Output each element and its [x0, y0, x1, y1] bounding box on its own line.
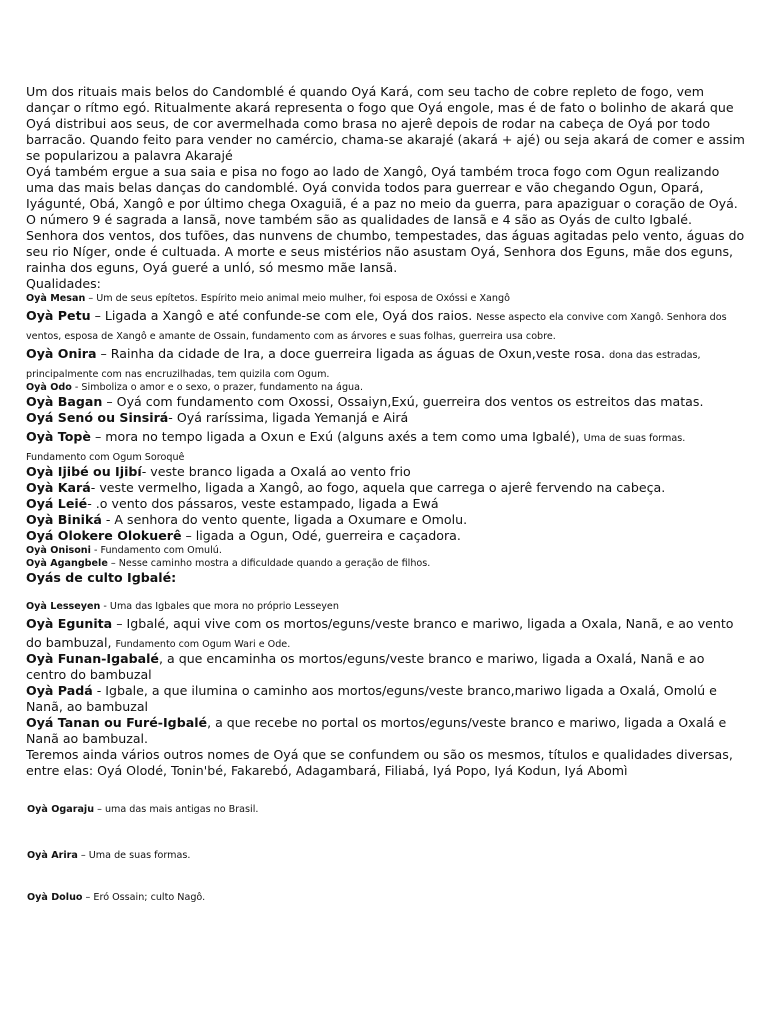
entry-arira: [27, 849, 190, 862]
igbale-heading: Oyás de culto Igbalé:: [26, 570, 177, 585]
entry-kara: [26, 480, 746, 496]
entry-text: – Nesse caminho mostra a dificuldade quando a geração de filhos.: [107, 558, 431, 569]
spacer: [26, 586, 746, 600]
entry-name: Oyá Senó ou Sinsirá: [26, 410, 169, 425]
entry-name: Oyà Egunita: [26, 616, 113, 631]
entry-note: Uma de suas formas. Fundamento com Ogum Soroquê: [26, 433, 686, 463]
entry-name: Oyà Ijibé ou Ijibí: [26, 464, 142, 479]
closing-paragraph: Teremos ainda vários outros nomes de Oyá que se confundem ou são os mesmos, títulos e qualidades diversas, entre elas: Oyá Olodé, Tonin'bé, Fakarebó, Adagambará, Filiabá, Iyá Popo, Iyá Kodun, Iyá Abomì: [26, 747, 733, 778]
entry-text: – Rainha da cidade de Ira, a doce guerreira ligada as águas de Oxun,veste rosa.: [96, 346, 610, 361]
entry-text: – Igbalé, aqui vive com os mortos/eguns/veste branco e mariwo, ligada a Oxala, Nanã, e ao vento do bambuzal,: [26, 616, 734, 650]
entry-note: Nesse aspecto ela convive com Xangô. Senhora dos ventos, esposa de Xangô e amante de Ossain, fundamento com as árvores e suas folhas, guerreira usa cobre.: [26, 312, 727, 342]
entry-onira: [26, 343, 746, 381]
entry-name: Oyà Kará: [26, 480, 91, 495]
entry-text: - Simboliza o amor e o sexo, o prazer, fundamento na água.: [71, 382, 364, 393]
entry-text: - A senhora do vento quente, ligada a Oxumare e Omolu.: [101, 512, 468, 527]
entry-seno: [26, 410, 746, 426]
entry-text: - veste branco ligada a Oxalá ao vento frio: [141, 464, 411, 479]
entry-name: Oyá Tanan ou Furé-Igbalé: [26, 715, 208, 730]
entry-note: dona das estradas, principalmente com nas encruzilhadas, tem quizila com Ogum.: [26, 350, 701, 380]
entry-name: Oyà Biniká: [26, 512, 102, 527]
entry-name: Oyà Topè: [26, 429, 91, 444]
entry-text: – Oyá com fundamento com Oxossi, Ossaiyn,Exú, guerreira dos ventos os estreitos das matas.: [102, 394, 704, 409]
intro-paragraph: Um dos rituais mais belos do Candomblé é quando Oyá Kará, com seu tacho de cobre repleto de fogo, vem dançar o rítmo egó. Ritualmente akará representa o fogo que Oyá engole, mas é de fato o bolinho de akará que Oyá distribui aos seus, de cor avermelhada como brasa no ajerê depois de rodar na cabeça de Oyá por todo barracão. Quando feito para vender no camércio, chama-se akarajé (akará + ajé) ou seja akará de comer e assim se popularizou a palavra Akarajé: [26, 84, 745, 163]
entry-text: , a que recebe no portal os mortos/eguns/veste branco e mariwo, ligada a Oxalá e Nanã ao bambuzal.: [26, 715, 727, 746]
entry-ijibe: [26, 464, 746, 480]
entry-text: – uma das mais antigas no Brasil.: [94, 804, 259, 815]
entry-name: Oyà Odo: [26, 382, 72, 393]
entry-text: - veste vermelho, ligada a Xangô, ao fogo, aquela que carrega o ajerê fervendo na cabeça.: [90, 480, 666, 495]
entry-text: – Um de seus epítetos. Espírito meio animal meio mulher, foi esposa de Oxóssi e Xangô: [85, 293, 510, 304]
entry-name: Oyà Onisoni: [26, 545, 91, 556]
entry-funan: [26, 651, 746, 683]
entry-note: Fundamento com Ogum Wari e Ode.: [115, 639, 291, 650]
entry-text: - Fundamento com Omulú.: [90, 545, 222, 556]
entry-mesan: [26, 292, 746, 305]
entry-text: – Eró Ossain; culto Nagô.: [82, 892, 206, 903]
entry-name: Oyà Ogaraju: [27, 804, 95, 815]
entry-agangbele: [26, 557, 746, 570]
entry-name: Oyà Petu: [26, 308, 91, 323]
entry-name: Oyà Bagan: [26, 394, 103, 409]
entry-text: – ligada a Ogun, Odé, guerreira e caçadora.: [181, 528, 461, 543]
entry-odo: [26, 381, 746, 394]
entry-text: – Ligada a Xangô e até confunde-se com ele, Oyá dos raios.: [90, 308, 477, 323]
entry-name: Oyà Doluo: [27, 892, 83, 903]
entry-name: Oyà Agangbele: [26, 558, 108, 569]
intro-paragraph: Oyá também ergue a sua saia e pisa no fogo ao lado de Xangô, Oyá também troca fogo com Ogun realizando uma das mais belas danças do candomblé. Oyá convida todos para guerrear e vão chegando Ogun, Opará, Iyágunté, Obá, Xangô e por último chega Oxaguiã, é a paz no meio da guerra, para apaziguar o coração de Oyá. O número 9 é sagrada a Iansã, nove também são as qualidades de Iansã e 4 são as Oyás de culto Igbalé. Senhora dos ventos, dos tufões, das nunvens de chumbo, tempestades, das águas agitadas pelo vento, águas do seu rio Níger, onde é cultuada. A morte e seus mistérios não asustam Oyá, Senhora dos Eguns, mãe dos eguns, rainha dos eguns, Oyá gueré a unló, só mesmo mãe Iansã.: [26, 164, 745, 275]
entry-text: - Uma das Igbales que mora no próprio Lesseyen: [100, 601, 339, 612]
entry-ogaraju: [27, 803, 258, 816]
document-body: [26, 84, 746, 779]
entry-name: Oyà Onira: [26, 346, 97, 361]
entry-onisoni: [26, 544, 746, 557]
entry-text: - Igbale, a que ilumina o caminho aos mortos/eguns/veste branco,mariwo ligada a Oxalá, Omolú e Nanã, ao bambuzal: [26, 683, 717, 714]
entry-pada: [26, 683, 746, 715]
entry-text: - .o vento dos pássaros, veste estampado, ligada a Ewá: [87, 496, 439, 511]
entry-text: , a que encaminha os mortos/eguns/veste branco e mariwo, ligada a Oxalá, Nanã e ao centro do bambuzal: [26, 651, 705, 682]
entry-egunita: [26, 613, 746, 651]
entry-doluo: [27, 891, 205, 904]
entry-leie: [26, 496, 746, 512]
entry-tope: [26, 426, 746, 464]
entry-name: Oyà Padá: [26, 683, 93, 698]
entry-text: – mora no tempo ligada a Oxun e Exú (alguns axés a tem como uma Igbalé),: [90, 429, 584, 444]
entry-name: Oyá Leié: [26, 496, 88, 511]
qualidades-label: Qualidades:: [26, 276, 101, 291]
entry-olokere: [26, 528, 746, 544]
entry-text: - Oyá raríssima, ligada Yemanjá e Airá: [168, 410, 409, 425]
entry-name: Oyà Arira: [27, 850, 78, 861]
entry-lesseyen: [26, 600, 746, 613]
entry-name: Oyá Olokere Olokuerê: [26, 528, 182, 543]
entry-tanan: [26, 715, 746, 747]
entry-name: Oyà Mesan: [26, 293, 86, 304]
entry-name: Oyà Funan-Igabalé: [26, 651, 159, 666]
entry-bagan: [26, 394, 746, 410]
entry-petu: [26, 305, 746, 343]
entry-binika: [26, 512, 746, 528]
entry-name: Oyà Lesseyen: [26, 601, 101, 612]
entry-text: – Uma de suas formas.: [77, 850, 191, 861]
